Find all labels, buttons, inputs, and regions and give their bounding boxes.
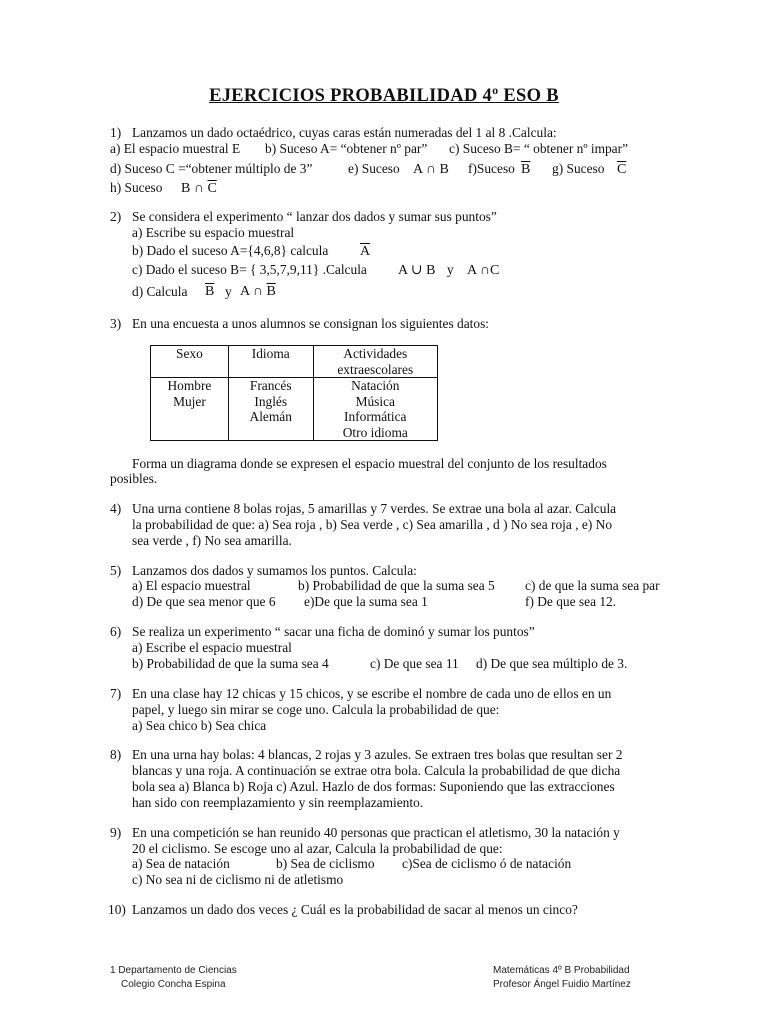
item-a: a) Sea de natación [132,856,230,871]
item-f-label: f)Suceso [468,161,515,176]
item-a: a) El espacio muestral E [110,141,241,156]
footer-department: 1 Departamento de Ciencias [110,965,237,976]
exercise-number: 1) [110,125,122,140]
item-e-expression: A ∩ B [413,162,449,177]
conjunction: y [447,262,454,277]
exercise-text: Lanzamos dos dados y sumamos los puntos. Calcula: [132,563,417,578]
exercise-text: posibles. [110,471,158,486]
item-a: a) Escribe su espacio muestral [132,225,295,240]
exercise-text: Una urna contiene 8 bolas rojas, 5 amarillas y 7 verdes. Se extrae una bola al azar. Calcula [132,501,617,516]
item-b: b) Sea de ciclismo [276,856,375,871]
table-cell: Hombre Mujer [151,378,229,441]
table-row [151,378,438,441]
exercise-text: la probabilidad de que: a) Sea roja , b) Sea verde , c) Sea amarilla , d ) No sea roja , e) No [132,517,613,532]
complement-c: $\overline{C}$ [617,162,627,177]
footer-teacher: Profesor Ángel Fuidio Martínez [493,979,631,990]
item-f: f) De que sea 12. [525,594,617,609]
conjunction: y [225,284,232,299]
item-b: b) Dado el suceso A={4,6,8} calcula [132,243,329,258]
item-d: d) Calcula [132,284,188,299]
exercise-number: 8) [110,747,122,762]
exercise-number: 10) [108,902,126,917]
exercise-text: han sido con reemplazamiento y sin reemplazamiento. [132,795,424,810]
table-cell: Natación Música Informática Otro idioma [313,378,437,441]
item-c: c) Suceso B= “ obtener nº impar” [449,141,629,156]
item-b: b) Probabilidad de que la suma sea 4 [132,656,329,671]
exercise-text: Forma un diagrama donde se expresen el espacio muestral del conjunto de los resultados [132,456,607,471]
item-h-label: h) Suceso [110,180,163,195]
item-b: b) Probabilidad de que la suma sea 5 [298,578,495,593]
exercise-text: blancas y una roja. A continuación se extrae otra bola. Calcula la probabilidad de que dicha [132,763,621,778]
item-g-label: g) Suceso [552,161,605,176]
item-e: e)De que la suma sea 1 [304,594,428,609]
exercise-text: Se realiza un experimento “ sacar una ficha de dominó y sumar los puntos” [132,624,535,639]
exercise-text: En una competición se han reunido 40 personas que practican el atletismo, 30 la natación y [132,825,620,840]
item-d: d) De que sea múltiplo de 3. [476,656,628,671]
item-h-expression: B ∩ $\overline{C}$ [181,181,217,196]
survey-table [150,345,438,441]
exercise-text: a) Sea chico b) Sea chica [132,718,267,733]
union-expression: A ∪ B [398,263,436,278]
item-c: c) No sea ni de ciclismo ni de atletismo [132,872,344,887]
exercise-number: 3) [110,316,122,331]
exercise-text: En una encuesta a unos alumnos se consignan los siguientes datos: [132,316,490,331]
complement-b: $\overline{B}$ [521,162,531,177]
page-title: EJERCICIOS PROBABILIDAD 4º ESO B [209,86,559,106]
exercise-text: 20 el ciclismo. Se escoge uno al azar, Calcula la probabilidad de que: [132,841,503,856]
item-c: c) de que la suma sea par [525,578,660,593]
exercise-text: Lanzamos un dado octaédrico, cuyas caras están numeradas del 1 al 8 .Calcula: [132,125,557,140]
exercise-number: 6) [110,624,122,639]
exercise-text: Lanzamos un dado dos veces ¿ Cuál es la probabilidad de sacar al menos un cinco? [132,902,578,917]
item-d: d) De que sea menor que 6 [132,594,276,609]
table-header: Actividades extraescolares [313,346,437,378]
item-c: c) De que sea 11 [370,656,459,671]
intersection-expression: A ∩ $\overline{B}$ [240,284,276,299]
exercise-text: En una urna hay bolas: 4 blancas, 2 rojas y 3 azules. Se extraen tres bolas que resultan ser 2 [132,747,623,762]
table-header: Idioma [228,346,313,378]
table-header: Sexo [151,346,229,378]
exercise-text: bola sea a) Blanca b) Roja c) Azul. Hazlo de dos formas: Suponiendo que las extracciones [132,779,615,794]
footer-school: Colegio Concha Espina [121,979,226,990]
intersection-expression: A ∩C [467,263,500,278]
item-c-or: c)Sea de ciclismo ó de natación [402,856,572,871]
item-a: a) El espacio muestral [132,578,251,593]
exercise-number: 9) [110,825,122,840]
item-e-label: e) Suceso [348,161,400,176]
exercise-number: 5) [110,563,122,578]
item-a: a) Escribe el espacio muestral [132,640,292,655]
item-d: d) Suceso C =“obtener múltiplo de 3” [110,161,313,176]
exercise-text: Se considera el experimento “ lanzar dos dados y sumar sus puntos” [132,209,497,224]
exercise-text: papel, y luego sin mirar se coge uno. Calcula la probabilidad de que: [132,702,500,717]
footer-subject: Matemáticas 4º B Probabilidad [493,965,630,976]
item-b: b) Suceso A= “obtener nº par” [265,141,428,156]
exercise-number: 7) [110,686,122,701]
exercise-number: 4) [110,501,122,516]
table-cell: Francés Inglés Alemán [228,378,313,441]
exercise-text: sea verde , f) No sea amarilla. [132,533,292,548]
complement-b: $\overline{B}$ [205,284,215,299]
complement-a: $\overline{A}$ [360,244,371,259]
table-header-row [151,346,438,378]
item-c: c) Dado el suceso B= { 3,5,7,9,11} .Calcula [132,262,367,277]
exercise-number: 2) [110,209,122,224]
exercise-text: En una clase hay 12 chicas y 15 chicos, y se escribe el nombre de cada uno de ellos en un [132,686,612,701]
